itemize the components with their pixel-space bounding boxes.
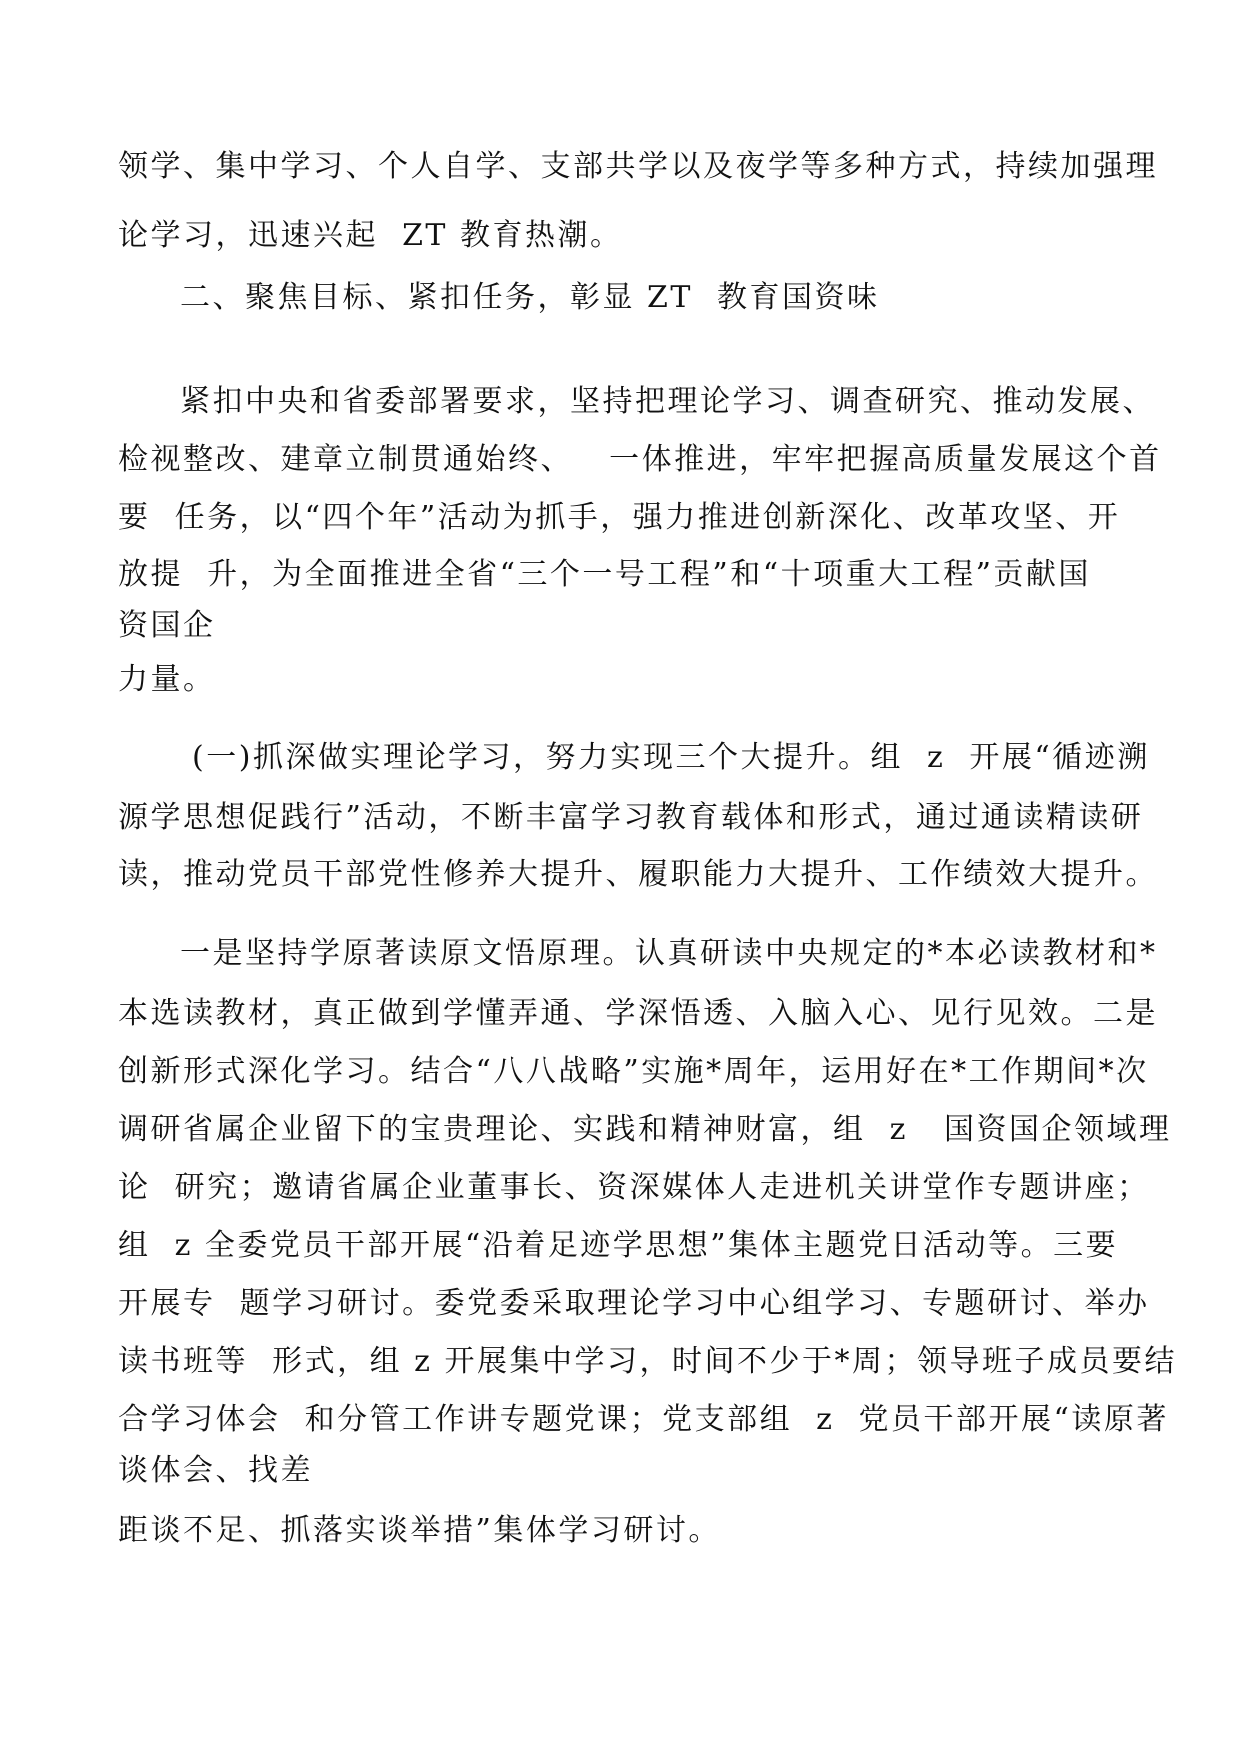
paragraph-line: 合学习体会 和分管工作讲专题党课；党支部组 z 党员干部开展“读原著 [118,1402,1169,1437]
paragraph-line: 开展专 题学习研讨。委党委采取理论学习中心组学习、专题研讨、举办 [118,1286,1150,1321]
paragraph-line: 调研省属企业留下的宝贵理论、实践和精神财富，组 z 国资国企领域理 [118,1112,1172,1147]
paragraph-line: 读，推动党员干部党性修养大提升、履职能力大提升、工作绩效大提升。 [118,857,1158,892]
section-heading: 二、聚焦目标、紧扣任务，彰显 ZT 教育国资味 [180,280,880,315]
subsection-heading: (一)抓深做实理论学习，努力实现三个大提升。组 z 开展“循迹溯 [180,740,1150,775]
paragraph-line: 论学习，迅速兴起 ZT 教育热潮。 [118,218,623,253]
paragraph-line: 领学、集中学习、个人自学、支部共学以及夜学等多种方式，持续加强理 [118,149,1158,184]
paragraph-line: 论 研究；邀请省属企业董事长、资深媒体人走进机关讲堂作专题讲座； [118,1170,1150,1205]
paragraph-line: 放提 升，为全面推进全省“三个一号工程”和“十项重大工程”贡献国 [118,557,1091,592]
paragraph-line: 读书班等 形式，组 z 开展集中学习，时间不少于*周；领导班子成员要结 [118,1344,1177,1379]
paragraph-line: 力量。 [118,662,216,697]
paragraph-line: 组 z 全委党员干部开展“沿着足迹学思想”集体主题党日活动等。三要 [118,1228,1119,1263]
paragraph-line: 一是坚持学原著读原文悟原理。认真研读中央规定的*本必读教材和* [180,936,1158,971]
paragraph-line: 要 任务，以“四个年”活动为抓手，强力推进创新深化、改革攻坚、开 [118,500,1121,535]
paragraph-line: 创新形式深化学习。结合“八八战略”实施*周年，运用好在*工作期间*次 [118,1054,1149,1089]
paragraph-line: 紧扣中央和省委部署要求，坚持把理论学习、调查研究、推动发展、 [180,384,1155,419]
paragraph-line: 源学思想促践行”活动，不断丰富学习教育载体和形式，通过通读精读研 [118,800,1144,835]
paragraph-line: 本选读教材，真正做到学懂弄通、学深悟透、入脑入心、见行见效。二是 [118,996,1158,1031]
paragraph-line: 距谈不足、抓落实谈举措”集体学习研讨。 [118,1513,721,1548]
paragraph-line: 资国企 [118,608,216,643]
paragraph-line: 谈体会、找差 [118,1453,313,1488]
paragraph-line: 检视整改、建章立制贯通始终、 一体推进，牢牢把握高质量发展这个首 [118,442,1162,477]
